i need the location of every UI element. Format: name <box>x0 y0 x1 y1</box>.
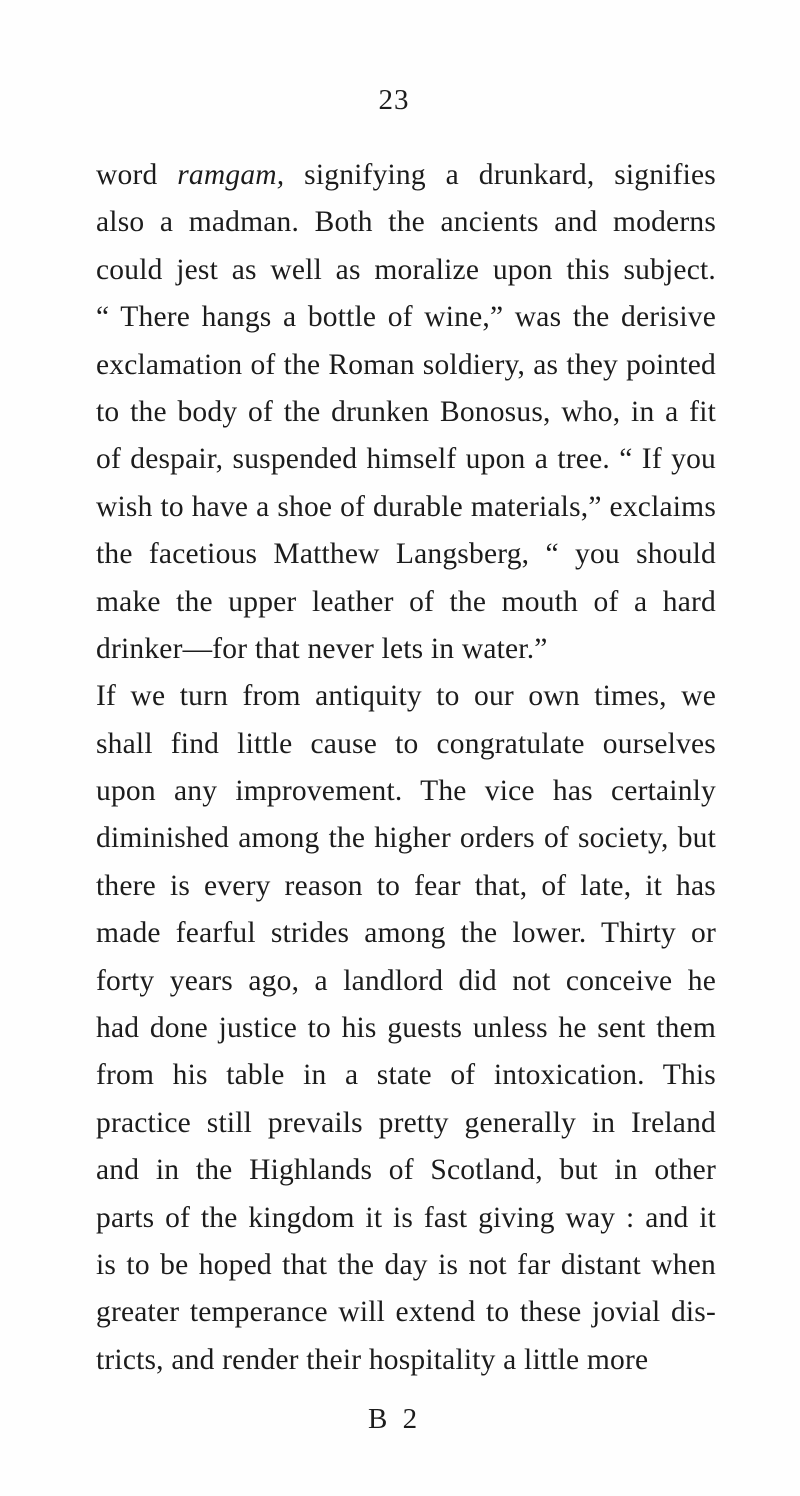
text-line-start: make the upper leather of the mouth of a hard <box>96 585 716 618</box>
text-line-start: drinker—for that never lets in water.” <box>96 632 548 665</box>
text-line-start: word <box>96 159 178 191</box>
text-line <box>96 673 716 720</box>
text-line <box>96 958 716 1005</box>
text-line-start: also a madman. Both the ancients and moderns <box>96 206 716 239</box>
text-line <box>96 1337 716 1384</box>
text-line-start: exclamation of the Roman soldiery, as they pointed <box>96 348 716 381</box>
text-line <box>96 626 716 673</box>
text-line <box>96 484 716 531</box>
text-line <box>96 863 716 910</box>
body-text <box>96 152 716 1384</box>
text-line-start: the facetious Matthew Langsberg, “ you should <box>96 538 716 571</box>
text-line-start: tricts, and render their hospitality a little more <box>96 1343 649 1376</box>
signature-mark: B 2 <box>368 1403 422 1435</box>
text-line-start: upon any improvement. The vice has certainly <box>96 775 716 808</box>
text-line-start: from his table in a state of intoxication. This <box>96 1059 716 1092</box>
text-line-start: If we turn from antiquity to our own times, we <box>96 680 716 713</box>
text-line <box>96 294 716 341</box>
text-line <box>96 1005 716 1052</box>
text-line <box>96 247 716 294</box>
text-line-start: practice still prevails pretty generally in Ireland <box>96 1106 716 1139</box>
text-line-start: could jest as well as moralize upon this subject. <box>96 253 716 286</box>
text-line <box>96 768 716 815</box>
text-line <box>96 436 716 483</box>
text-line-start: made fearful strides among the lower. Thirty or <box>96 917 716 950</box>
text-line-start: to the body of the drunken Bonosus, who, in a fit <box>96 395 716 428</box>
text-line <box>96 1242 716 1289</box>
text-line-start: diminished among the higher orders of society, but <box>96 822 716 855</box>
text-line <box>96 1052 716 1099</box>
text-line <box>96 815 716 862</box>
text-line <box>96 910 716 957</box>
text-line-start: “ There hangs a bottle of wine,” was the derisive <box>96 301 716 334</box>
text-line <box>96 531 716 578</box>
text-line <box>96 1147 716 1194</box>
text-line <box>96 1195 716 1242</box>
text-line-start: there is every reason to fear that, of late, it has <box>96 869 716 902</box>
text-line <box>96 342 716 389</box>
text-line-start: shall find little cause to congratulate ourselves <box>96 727 716 760</box>
text-line <box>96 199 716 246</box>
text-line-start: parts of the kingdom it is fast giving way : and it <box>96 1201 716 1234</box>
text-line-start: greater temperance will extend to these jovial dis- <box>96 1296 716 1329</box>
text-line <box>96 579 716 626</box>
text-line-start: forty years ago, a landlord did not conceive he <box>96 964 716 997</box>
page-number: 23 <box>378 84 410 116</box>
text-line <box>96 1100 716 1147</box>
text-line-start: of despair, suspended himself upon a tree. “ If you <box>96 443 716 476</box>
text-line-start: and in the Highlands of Scotland, but in other <box>96 1154 716 1187</box>
text-line-start: wish to have a shoe of durable materials,” exclaims <box>96 490 716 523</box>
text-line <box>96 721 716 768</box>
italic-word: ramgam, <box>177 159 285 191</box>
text-line <box>96 152 716 199</box>
text-line-start: had done justice to his guests unless he sent them <box>96 1012 716 1045</box>
text-line-end: signifying a drunkard, signifies <box>284 159 716 191</box>
text-line <box>96 1289 716 1336</box>
text-line-start: is to be hoped that the day is not far distant when <box>96 1248 716 1281</box>
text-line <box>96 389 716 436</box>
